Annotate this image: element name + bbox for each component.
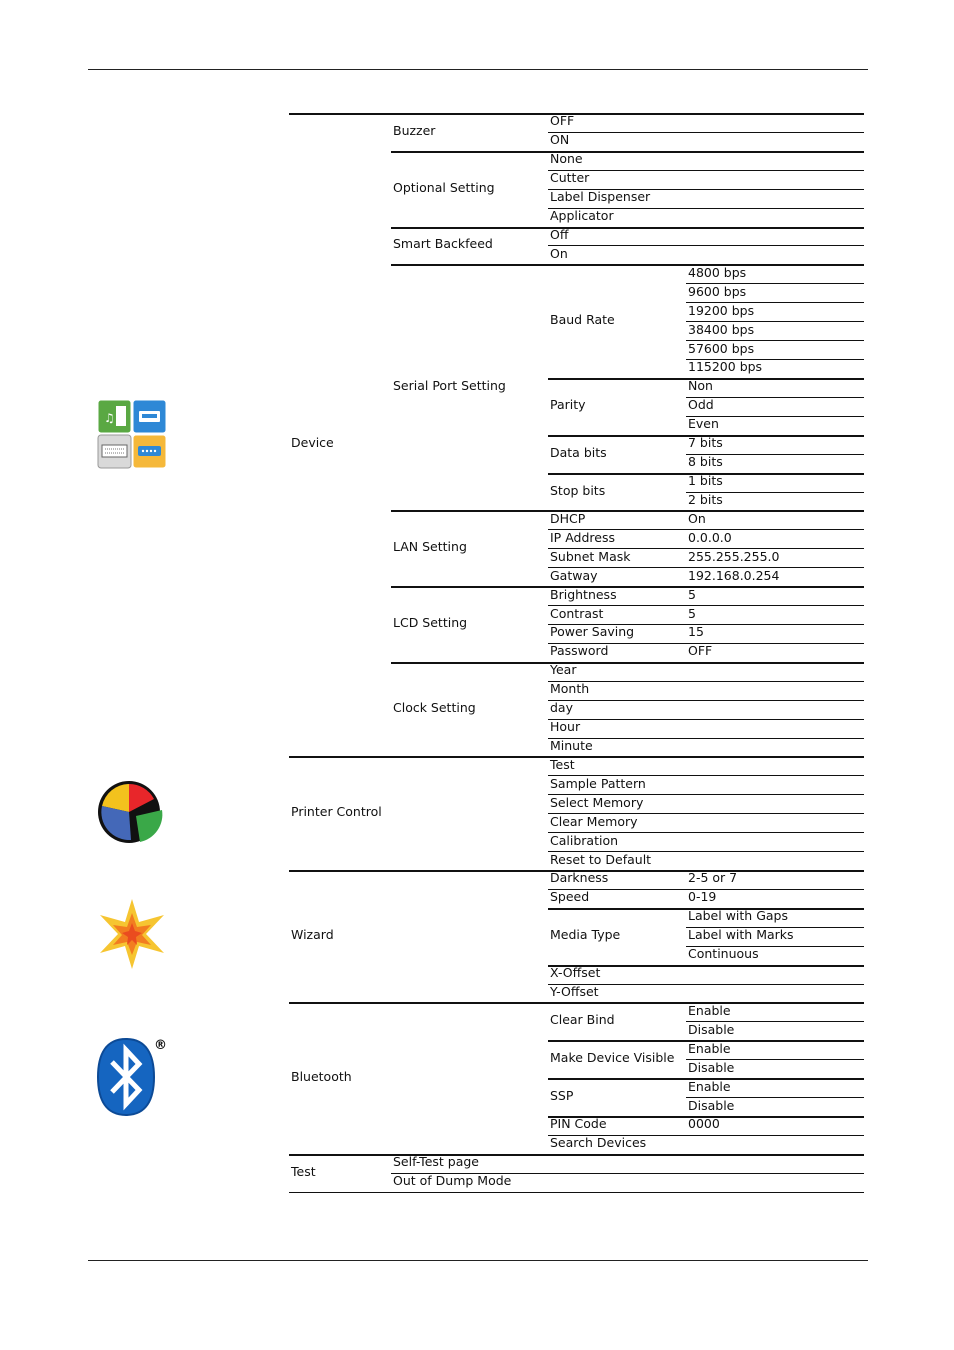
printer-option: Select Memory (550, 795, 644, 810)
lan-label: LAN Setting (393, 539, 467, 554)
lan-row-key: DHCP (550, 511, 586, 526)
media-option: Label with Marks (688, 927, 794, 942)
table-rule (686, 492, 864, 493)
table-rule (391, 227, 864, 229)
media-option: Label with Gaps (688, 908, 788, 923)
table-rule (391, 1173, 864, 1174)
buzzer-option: OFF (550, 113, 575, 128)
footer-rule (88, 1260, 868, 1261)
lan-row-value: 255.255.255.0 (688, 549, 780, 564)
table-rule (391, 151, 864, 153)
optional-option: None (550, 151, 583, 166)
table-rule (548, 738, 864, 739)
yoffset-label: Y-Offset (550, 984, 599, 999)
baud-option: 4800 bps (688, 265, 747, 280)
printer-option: Calibration (550, 833, 619, 848)
lcd-row-key: Contrast (550, 606, 604, 621)
visible-label: Make Device Visible (550, 1050, 675, 1065)
xoffset-label: X-Offset (550, 965, 601, 980)
ssp-label: SSP (550, 1088, 574, 1103)
table-rule (548, 605, 864, 606)
lcd-row-value: 15 (688, 624, 704, 639)
table-rule (548, 624, 864, 625)
lcd-label: LCD Setting (393, 615, 468, 630)
lan-row-value: 192.168.0.254 (688, 568, 780, 583)
table-rule (548, 132, 864, 133)
table-rule (686, 927, 864, 928)
media-label: Media Type (550, 927, 621, 942)
section-bluetooth: Bluetooth (291, 1069, 352, 1084)
visible-option: Enable (688, 1041, 731, 1056)
section-wizard: Wizard (291, 927, 334, 942)
backfeed-option: Off (550, 227, 569, 242)
optional-option: Applicator (550, 208, 614, 223)
printer-option: Reset to Default (550, 852, 652, 867)
backfeed-label: Smart Backfeed (393, 236, 493, 251)
search-devices-label: Search Devices (550, 1135, 647, 1150)
table-rule (548, 208, 864, 209)
section-rule-bluetooth (289, 1002, 864, 1004)
clearbind-option: Enable (688, 1003, 731, 1018)
table-rule (548, 643, 864, 644)
header-rule (88, 69, 868, 70)
lan-row-key: IP Address (550, 530, 615, 545)
lcd-row-key: Power Saving (550, 624, 635, 639)
buzzer-option: ON (550, 132, 570, 147)
table-rule (548, 567, 864, 568)
table-rule (686, 1059, 864, 1060)
optional-option: Cutter (550, 170, 590, 185)
bluetooth-icon (96, 1038, 170, 1116)
table-bottom-rule (289, 1192, 864, 1193)
parity-option: Non (688, 378, 713, 393)
section-printer-control: Printer Control (291, 804, 382, 819)
section-rule-test (289, 1154, 864, 1156)
device-apps-icon (97, 399, 167, 469)
clock-option: Hour (550, 719, 581, 734)
table-rule (391, 586, 864, 588)
table-rule (391, 662, 864, 664)
test-option: Self-Test page (393, 1154, 479, 1169)
table-rule (686, 1097, 864, 1098)
parity-label: Parity (550, 397, 586, 412)
pin-value: 0000 (688, 1116, 720, 1131)
printer-option: Test (550, 757, 575, 772)
optional-label: Optional Setting (393, 180, 495, 195)
table-rule (686, 359, 864, 360)
baud-option: 9600 bps (688, 284, 747, 299)
clock-option: Minute (550, 738, 593, 753)
clock-option: Year (550, 662, 577, 677)
clock-option: day (550, 700, 573, 715)
table-rule (548, 700, 864, 701)
table-rule (686, 321, 864, 322)
lcd-row-value: 5 (688, 606, 696, 621)
pie-chart-icon (96, 780, 168, 846)
clock-label: Clock Setting (393, 700, 476, 715)
baud-option: 57600 bps (688, 341, 755, 356)
baud-label: Baud Rate (550, 312, 615, 327)
registered-mark: ® (154, 1038, 167, 1053)
table-rule (686, 416, 864, 417)
visible-option: Disable (688, 1060, 735, 1075)
star-burst-icon (96, 897, 168, 971)
serial-label: Serial Port Setting (393, 378, 506, 393)
table-rule (686, 1021, 864, 1022)
clock-option: Month (550, 681, 590, 696)
darkness-key: Darkness (550, 870, 609, 885)
table-rule (391, 264, 864, 266)
ssp-option: Enable (688, 1079, 731, 1094)
section-rule-printer (289, 756, 864, 758)
table-rule (686, 946, 864, 947)
baud-option: 19200 bps (688, 303, 755, 318)
baud-option: 115200 bps (688, 359, 763, 374)
section-device: Device (291, 435, 334, 450)
parity-option: Even (688, 416, 719, 431)
parity-option: Odd (688, 397, 714, 412)
table-rule (548, 548, 864, 549)
svg-text:♫: ♫ (104, 411, 115, 425)
test-option: Out of Dump Mode (393, 1173, 512, 1188)
speed-value: 0-19 (688, 889, 717, 904)
table-rule (548, 529, 864, 530)
lan-row-key: Subnet Mask (550, 549, 631, 564)
pin-key: PIN Code (550, 1116, 607, 1131)
table-rule (686, 302, 864, 303)
printer-option: Clear Memory (550, 814, 638, 829)
lan-row-value: 0.0.0.0 (688, 530, 732, 545)
table-rule (548, 832, 864, 833)
table-rule (548, 189, 864, 190)
media-option: Continuous (688, 946, 759, 961)
lcd-row-value: OFF (688, 643, 713, 658)
darkness-value: 2-5 or 7 (688, 870, 738, 885)
table-rule (548, 794, 864, 795)
stopbits-option: 2 bits (688, 492, 723, 507)
stopbits-label: Stop bits (550, 483, 606, 498)
optional-option: Label Dispenser (550, 189, 651, 204)
ssp-option: Disable (688, 1098, 735, 1113)
lcd-row-key: Brightness (550, 587, 617, 602)
databits-label: Data bits (550, 445, 607, 460)
lan-row-value: On (688, 511, 706, 526)
section-test: Test (291, 1164, 316, 1179)
backfeed-option: On (550, 246, 568, 261)
databits-option: 7 bits (688, 435, 723, 450)
buzzer-label: Buzzer (393, 123, 436, 138)
table-rule (548, 775, 864, 776)
lan-row-key: Gatway (550, 568, 598, 583)
table-rule (548, 681, 864, 682)
table-rule (686, 454, 864, 455)
table-rule (548, 719, 864, 720)
section-rule-device (289, 113, 864, 115)
stopbits-option: 1 bits (688, 473, 723, 488)
table-rule (686, 397, 864, 398)
baud-option: 38400 bps (688, 322, 755, 337)
table-rule (548, 170, 864, 171)
clearbind-option: Disable (688, 1022, 735, 1037)
lcd-row-key: Password (550, 643, 609, 658)
speed-key: Speed (550, 889, 590, 904)
table-rule (686, 340, 864, 341)
databits-option: 8 bits (688, 454, 723, 469)
lcd-row-value: 5 (688, 587, 696, 602)
table-rule (548, 851, 864, 852)
table-rule (548, 813, 864, 814)
table-rule (391, 510, 864, 512)
table-rule (548, 245, 864, 246)
clearbind-label: Clear Bind (550, 1012, 615, 1027)
printer-option: Sample Pattern (550, 776, 646, 791)
table-rule (686, 283, 864, 284)
